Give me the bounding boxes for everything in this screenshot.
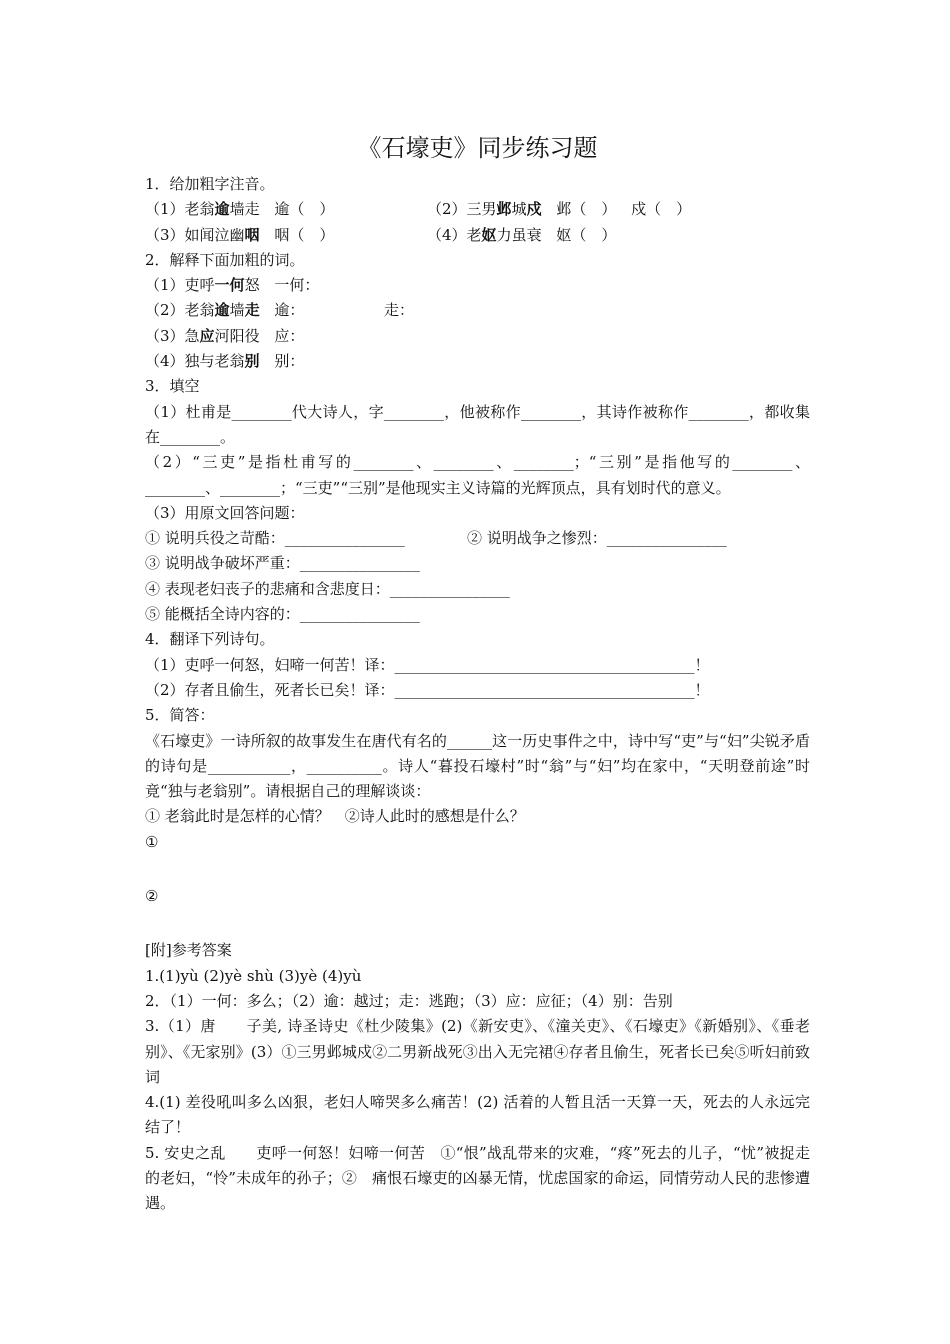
- q2-item-1-bold: 一何: [214, 276, 245, 295]
- q3-sub-4: ④ 表现老妇丧子的悲痛和含悲度日：________________: [145, 579, 510, 598]
- q3-paragraph-3: （3）用原文回答问题：: [145, 503, 305, 522]
- q1-item-3: [145, 223, 427, 248]
- answer-5: 5. 安史之乱 吏呼一何怒！妇啼一何苦 ①“恨”战乱带来的灾难，“疼”死去的儿子，“忧”被捉走的老妇，“怜”未成年的孙子；② 痛恨石壕吏的凶暴无情，忧虑国家的命运，同情劳动人民的悲惨遭遇。: [145, 1143, 810, 1213]
- q1-item-4-pre: （4）老: [427, 225, 482, 244]
- q2-item-4-bold: 别: [244, 352, 260, 371]
- q1-heading: 1．给加粗字注音。: [145, 175, 275, 193]
- q1-item-4-answer: 妪（ ）: [556, 225, 617, 244]
- q1-item-1: [145, 197, 427, 222]
- answer-2: 2．（1）一何：多么；（2）逾：越过；走：逃跑；（3）应：应征；（4）别：告别: [145, 991, 673, 1010]
- worksheet: [145, 128, 810, 1217]
- q1-row-1: [145, 197, 810, 222]
- q4-item-2: （2）存者且偷生，死者长已矣！译：________________________________________！: [145, 680, 710, 699]
- q1-item-1-pre: （1）老翁: [145, 200, 215, 219]
- q1-item-3-answer: 咽（ ）: [274, 225, 335, 244]
- q2-item-3: [145, 324, 810, 349]
- q1-item-2: [427, 197, 691, 222]
- q3-sub-5: ⑤ 能概括全诗内容的：________________: [145, 605, 420, 624]
- q1-item-2-pre: （2）三男: [427, 200, 497, 219]
- q2-item-2-answer2: 走：: [383, 301, 414, 320]
- q2-item-2-mid: 墙: [229, 301, 245, 320]
- answer-1: 1.(1)yù (2)yè shù (3)yè (4)yù: [145, 966, 362, 985]
- q3-sub-2: ② 说明战争之惨烈：________________: [467, 529, 727, 548]
- q1-item-4-bold: 妪: [481, 225, 497, 244]
- q2-item-1-post: 怒: [244, 276, 260, 295]
- q1-item-4: [427, 223, 616, 248]
- q2-item-4-pre: （4）独与老翁: [145, 352, 245, 371]
- q1-item-2-answer2: 戍（ ）: [631, 200, 692, 219]
- q2-item-2-bold: 逾: [214, 301, 230, 320]
- answer-4: 4.(1) 差役吼叫多么凶狠，老妇人啼哭多么痛苦！(2) 活着的人暂且活一天算一天，死去的人永远完结了！: [145, 1093, 810, 1137]
- q1-item-2-mid: 城: [511, 200, 527, 219]
- q5-answer-space-2: [145, 909, 810, 938]
- q1-row-2: [145, 223, 810, 248]
- q1-item-4-post: 力虽衰: [496, 225, 542, 244]
- q2-item-2: [145, 298, 810, 323]
- q3-sub-1: ① 说明兵役之苛酷：________________: [145, 529, 405, 548]
- q1-item-2-bold: 邺: [496, 200, 512, 219]
- q3-sub-3: ③ 说明战争破坏严重：________________: [145, 554, 420, 573]
- q1-item-2-answer: 邺（ ）: [556, 200, 617, 219]
- q5-answer-mark-1: ①: [145, 832, 159, 851]
- q1-item-3-pre: （3）如闻泣幽: [145, 225, 245, 244]
- q2-item-2-answer: 逾：: [274, 301, 305, 320]
- q1-item-1-answer: 逾（ ）: [274, 200, 335, 219]
- q4-heading: 4．翻译下列诗句。: [145, 630, 275, 649]
- q5-questions: ① 老翁此时是怎样的心情？ ②诗人此时的感想是什么？: [145, 807, 525, 826]
- q3-paragraph-2: （2）“三吏”是指杜甫写的________、________、________；“三别”是指他写的________、________、________；“三吏”“三别”是他现实主义诗篇的光辉顶点，具有划时代的意义。: [145, 453, 810, 497]
- q2-item-1-pre: （1）吏呼: [145, 276, 215, 295]
- q1-item-1-bold: 逾: [214, 200, 230, 219]
- q5-answer-mark-2: ②: [145, 887, 159, 906]
- q2-item-2-bold2: 走: [244, 301, 260, 320]
- q2-item-2-pre: （2）老翁: [145, 301, 215, 320]
- q2-item-1-answer: 一何：: [274, 276, 320, 295]
- q2-item-3-answer: 应：: [274, 326, 305, 345]
- q5-body: 《石壕吏》一诗所叙的故事发生在唐代有名的______这一历史事件之中，诗中写“吏”与“妇”尖锐矛盾的诗句是___________，__________。诗人“暮投石壕村”时“翁”与“妇”均在家中，“天明登前途”时竟“独与老翁别”。请根据自己的理解谈谈：: [145, 731, 810, 801]
- answer-3: 3.（1）唐 子美, 诗圣诗史《杜少陵集》(2)《新安吏》、《潼关吏》、《石壕吏》《新婚别》、《垂老别》、《无家别》(3）①三男邺城戍②二男新战死③出入无完裙④存者且偷生，死者长已矣⑤听妇前致词: [145, 1017, 810, 1086]
- q2-item-1: [145, 273, 810, 298]
- q1-item-2-bold2: 戍: [526, 200, 542, 219]
- q2-item-3-bold: 应: [199, 326, 215, 345]
- q1-item-1-post: 墙走: [229, 200, 260, 219]
- answers-heading: [附]参考答案: [145, 941, 232, 960]
- q2-item-4-answer: 别：: [274, 352, 305, 371]
- q5-heading: 5．简答：: [145, 706, 215, 725]
- page-title: 《石壕吏》同步练习题: [357, 134, 598, 162]
- q2-item-4: [145, 349, 810, 374]
- q2-item-3-pre: （3）急: [145, 326, 200, 345]
- q3-heading: 3．填空: [145, 377, 200, 396]
- q3-paragraph-1: （1）杜甫是________代大诗人，字________，他被称作________，其诗作被称作________，都收集在________。: [145, 402, 810, 446]
- q2-item-3-post: 河阳役: [214, 326, 260, 345]
- q5-answer-space-1: [145, 855, 810, 884]
- q2-heading: 2．解释下面加粗的词。: [145, 250, 305, 269]
- q1-item-3-bold: 咽: [244, 225, 260, 244]
- q4-item-1: （1）吏呼一何怒，妇啼一何苦！译：________________________________________！: [145, 655, 710, 674]
- q3-sub-row-1: [145, 526, 810, 551]
